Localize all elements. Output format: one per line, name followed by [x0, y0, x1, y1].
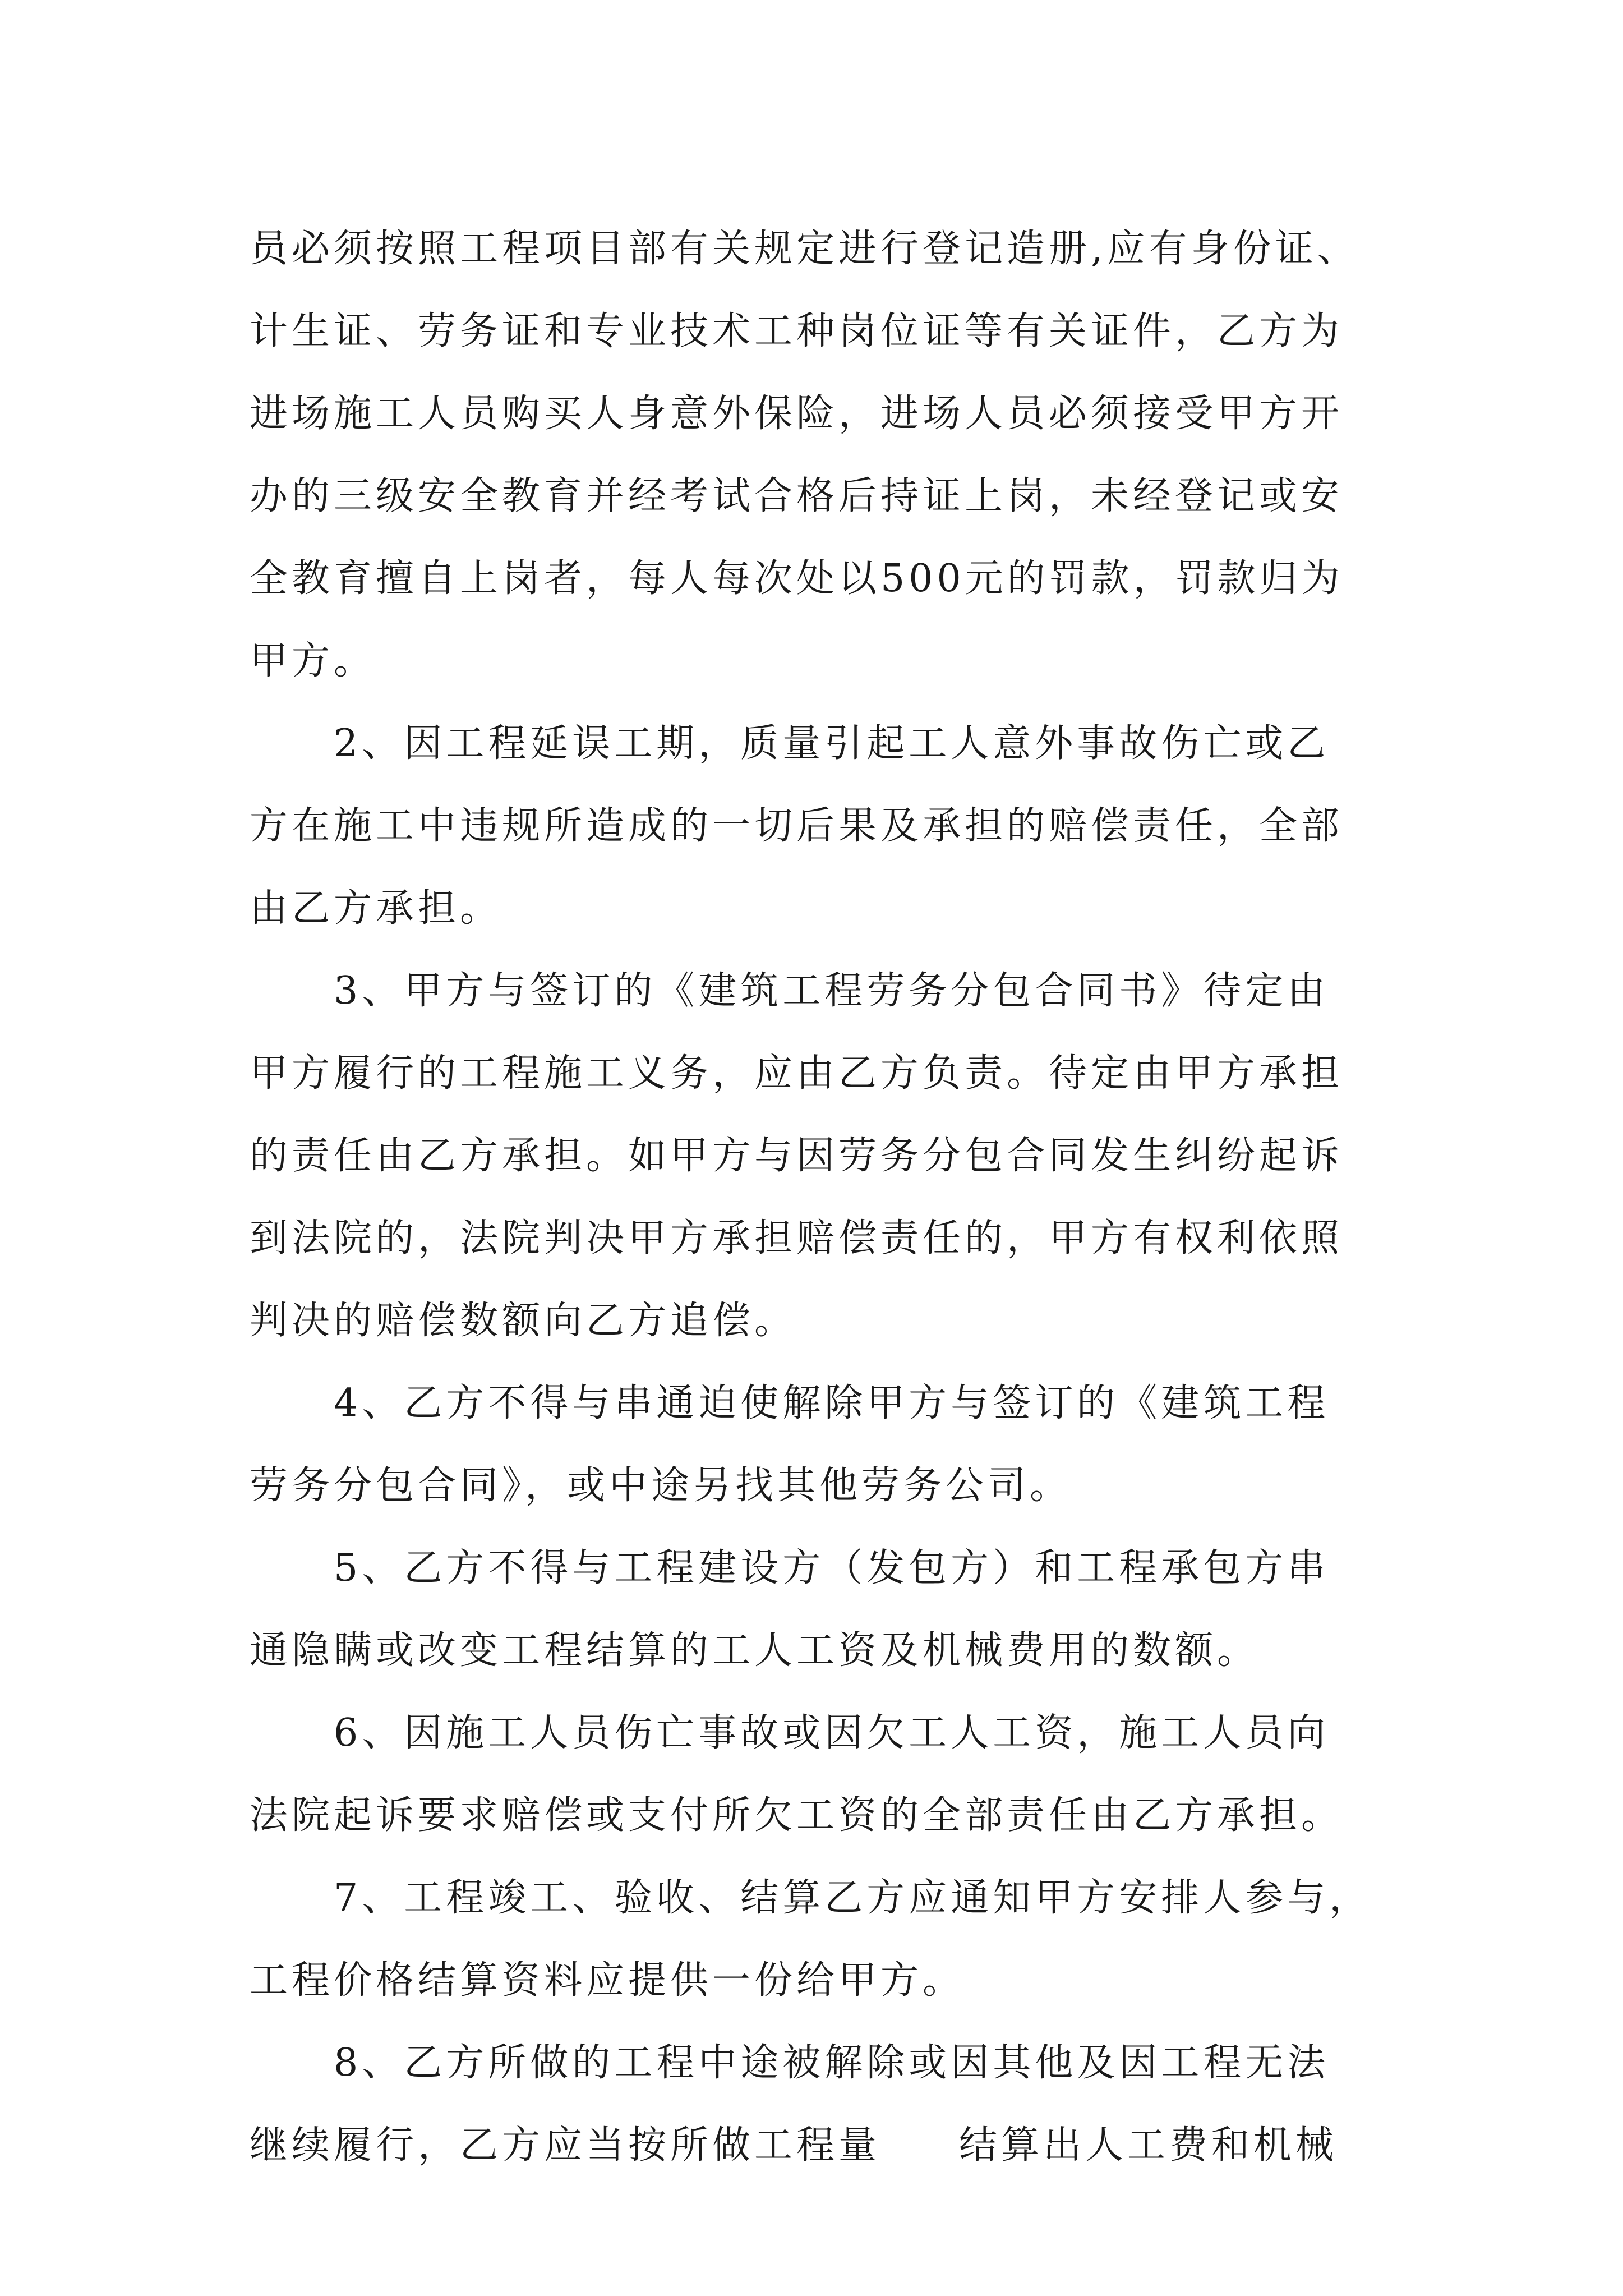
text-segment: 继续履行，乙方应当按所做工程量 — [250, 2123, 881, 2168]
text-line: 甲方履行的工程施工义务，应由乙方负责。待定由甲方承担 — [250, 1051, 1344, 1096]
text-line: 计生证、劳务证和专业技术工种岗位证等有关证件，乙方为 — [250, 309, 1344, 353]
text-line: 由乙方承担。 — [250, 886, 502, 931]
paragraph-2-start: 2、因工程延误工期，质量引起工人意外事故伤亡或乙 — [334, 721, 1330, 766]
text-line-last — [250, 2104, 1394, 2187]
text-line: 工程价格结算资料应提供一份给甲方。 — [250, 1958, 965, 2003]
text-line: 办的三级安全教育并经考试合格后持证上岗，未经登记或安 — [250, 474, 1344, 518]
paragraph-4-start: 4、乙方不得与串通迫使解除甲方与签订的《建筑工程 — [334, 1381, 1330, 1425]
text-line: 法院起诉要求赔偿或支付所欠工资的全部责任由乙方承担。 — [250, 1793, 1344, 1838]
text-line: 的责任由乙方承担。如甲方与因劳务分包合同发生纠纷起诉 — [250, 1134, 1344, 1178]
paragraph-7-start: 7、工程竣工、验收、结算乙方应通知甲方安排人参与， — [334, 1876, 1372, 1920]
paragraph-3-start: 3、甲方与签订的《建筑工程劳务分包合同书》待定由 — [334, 969, 1330, 1013]
text-line: 到法院的，法院判决甲方承担赔偿责任的，甲方有权利依照 — [250, 1216, 1344, 1260]
text-line: 甲方。 — [250, 639, 376, 683]
paragraph-8-start: 8、乙方所做的工程中途被解除或因其他及因工程无法 — [334, 2041, 1330, 2085]
text-line: 通隐瞒或改变工程结算的工人工资及机械费用的数额。 — [250, 1628, 1260, 1673]
paragraph-6-start: 6、因施工人员伤亡事故或因欠工人工资，施工人员向 — [334, 1711, 1330, 1755]
text-line: 全教育擅自上岗者，每人每次处以500元的罚款，罚款归为 — [250, 556, 1344, 601]
text-line: 员必须按照工程项目部有关规定进行登记造册,应有身份证、 — [250, 227, 1359, 271]
text-line: 方在施工中违规所造成的一切后果及承担的赔偿责任，全部 — [250, 804, 1344, 848]
paragraph-5-start: 5、乙方不得与工程建设方（发包方）和工程承包方串 — [334, 1546, 1330, 1590]
text-line: 判决的赔偿数额向乙方追偿。 — [250, 1299, 797, 1343]
text-segment: 结算出人工费和机械 — [959, 2123, 1338, 2168]
document-body — [250, 208, 1394, 2187]
text-line: 劳务分包合同》，或中途另找其他劳务公司。 — [250, 1464, 1072, 1508]
text-line: 进场施工人员购买人身意外保险，进场人员必须接受甲方开 — [250, 392, 1344, 436]
